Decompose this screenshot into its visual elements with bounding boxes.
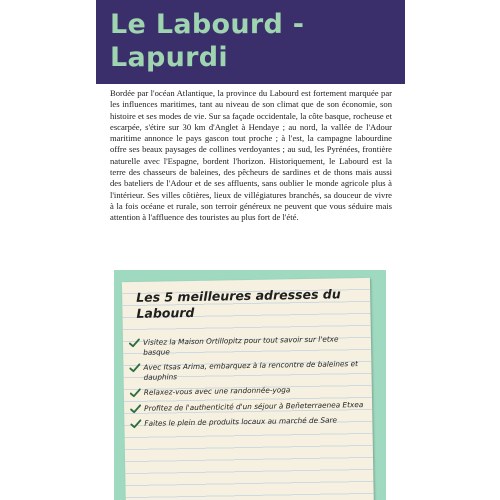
list-item — [129, 359, 365, 382]
tips-frame — [114, 270, 386, 500]
list-item-text: Avec Itsas Arima, embarquez à la rencontre de baleines et dauphins — [143, 359, 359, 382]
list-item — [130, 415, 366, 429]
list-item — [129, 334, 365, 357]
title-banner — [96, 0, 405, 84]
list-item-text: Relaxez-vous avec une randonnée-yoga — [143, 385, 291, 397]
list-item-text: Visitez la Maison Ortillopitz pour tout savoir sur l'etxe basque — [142, 334, 339, 357]
tips-title: Les 5 meilleures adresses du Labourd — [136, 286, 341, 321]
tips-list — [129, 334, 367, 435]
intro-paragraph: Bordée par l'océan Atlantique, la province du Labourd est fortement marquée par les influences maritimes, tant au niveau de son climat que de son économie, son histoire et ses modes de vie. Sur sa façade occidentale, la côte basque, rocheuse et escarpée, s'étire sur 30 km d'Anglet à Hendaye ; au nord, la vallée de l'Adour maritime annonce le pays gascon tout proche ; à l'est, la campagne labourdine offre ses beaux paysages de collines verdoyantes ; au sud, les Pyrénées, frontière naturelle avec l'Espagne, bordent l'horizon. Historiquement, le Labourd est la terre des chasseurs de baleines, des pêcheurs de sardines et de thons mais aussi des bateliers de l'Adour et de ses affluents, sans oublier le monde agricole plus à l'intérieur. Ses villes côtières, lieux de villégiatures branchés, sa douceur de vivre à la fois océane et rurale, son terroir généreux ne peuvent que vous séduire mais attention à l'affluence des touristes au plus fort de l'été. — [110, 88, 392, 223]
checkmark-icon — [130, 403, 141, 413]
checkmark-icon — [130, 419, 141, 429]
tips-note-card — [122, 278, 374, 500]
list-item-text: Profitez de l'authenticité d'un séjour à Beñeterraenea Etxea — [144, 399, 364, 413]
checkmark-icon — [129, 363, 140, 373]
book-page — [96, 0, 405, 500]
list-item — [130, 384, 366, 398]
list-item-text: Faites le plein de produits locaux au marché de Sare — [144, 415, 338, 428]
list-item — [130, 399, 366, 413]
checkmark-icon — [130, 388, 141, 398]
checkmark-icon — [129, 338, 140, 348]
page-title: Le Labourd - Lapurdi — [110, 9, 305, 73]
